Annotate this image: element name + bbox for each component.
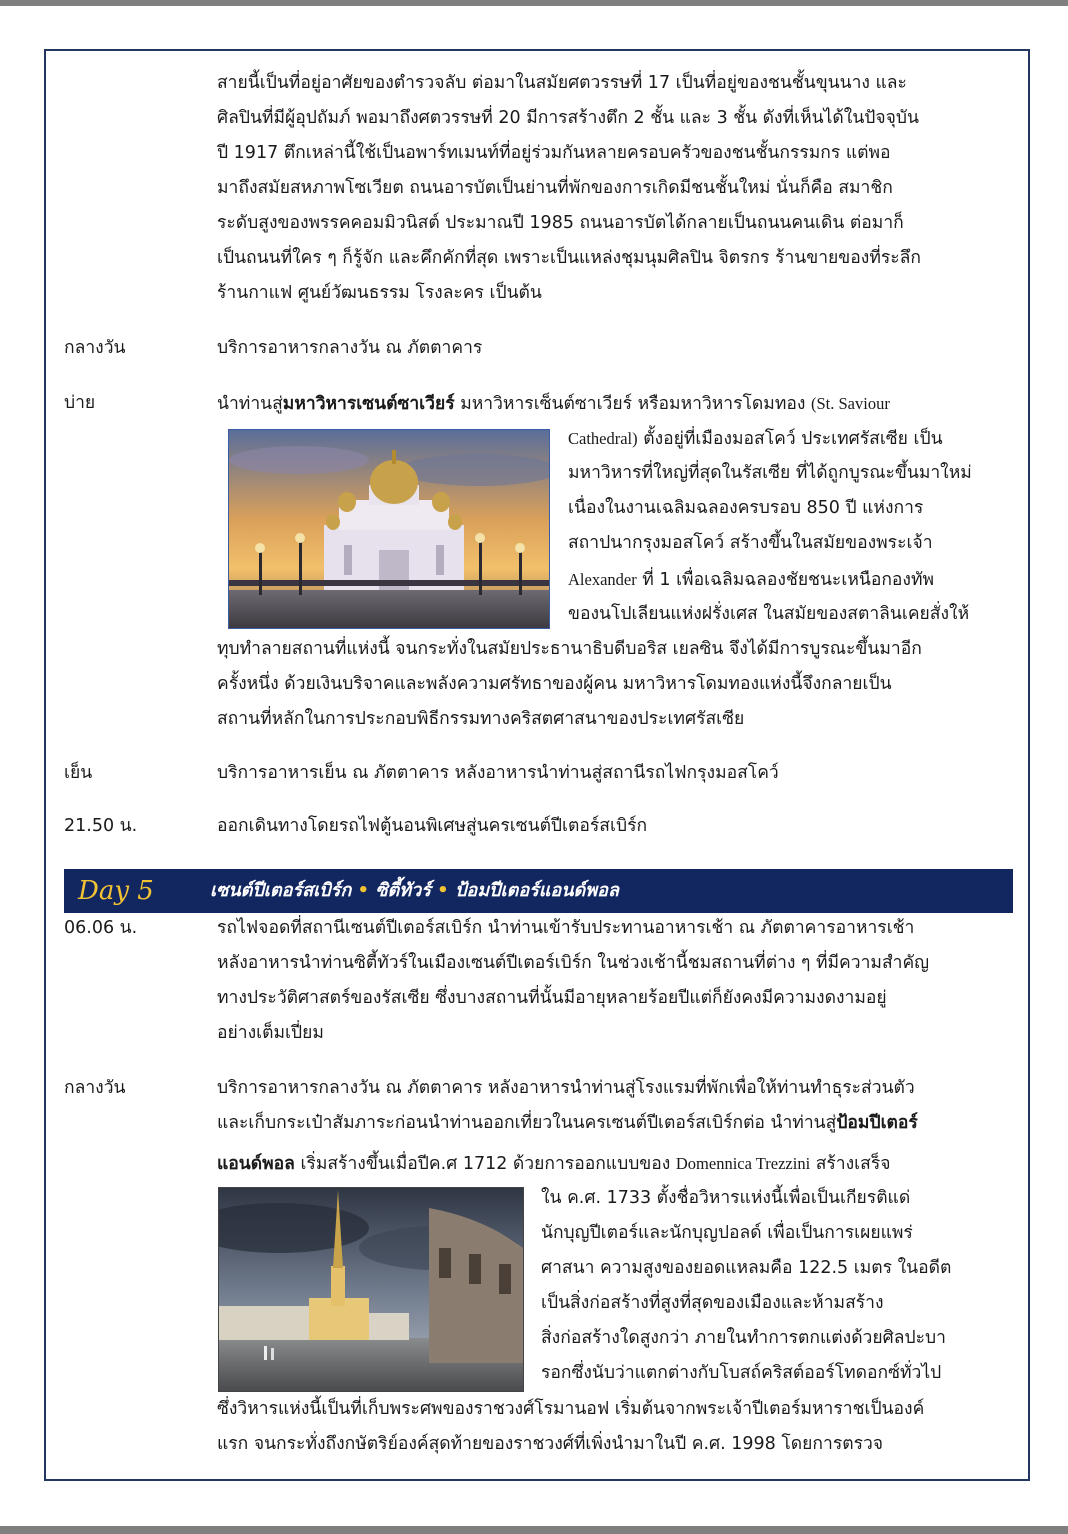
text-line: ทางประวัติศาสตร์ของรัสเซีย ซึ่งบางสถานที่นั้นมีอายุหลายร้อยปีแต่ก็ยังคงมีความงดงามอยู่ [217, 988, 887, 1008]
text-line: สายนี้เป็นที่อยู่อาศัยของตำรวจลับ ต่อมาในสมัยศตวรรษที่ 17 เป็นที่อยู่ของชนชั้นขุนนาง และ [217, 73, 907, 93]
day-title-part: ซิตี้ทัวร์ [375, 880, 431, 901]
text-line: นักบุญปีเตอร์และนักบุญปอลด์ เพื่อเป็นการเผยแพร่ [541, 1223, 913, 1243]
text-line: สถานที่หลักในการประกอบพิธีกรรมทางคริสตศาสนาของประเทศรัสเซีย [217, 709, 745, 729]
text-line: ของนโปเลียนแห่งฝรั่งเศส ในสมัยของสตาลินเคยสั่งให้ [568, 604, 970, 624]
text-line: ทุบทำลายสถานที่แห่งนี้ จนกระทั่งในสมัยประธานาธิบดีบอริส เยลซิน จึงได้มีการบูรณะขึ้นมาอีก [217, 639, 922, 659]
text-line: ซึ่งวิหารแห่งนี้เป็นที่เก็บพระศพของราชวงศ์โรมานอฟ เริ่มต้นจากพระเจ้าปีเตอร์มหาราชเป็นองค์ [217, 1399, 925, 1419]
afternoon-wrap-line-5 [568, 562, 934, 598]
peter-and-paul-fortress-photo [218, 1187, 524, 1392]
day-header-band [64, 869, 1013, 913]
text-span: สร้างเสร็จ [810, 1154, 891, 1174]
text-span-en: Alexander [568, 570, 637, 589]
text-line: บริการอาหารกลางวัน ณ ภัตตาคาร หลังอาหารนำท่านสู่โรงแรมที่พักเพื่อให้ท่านทำธุระส่วนตัว [217, 1078, 915, 1098]
depart-text: ออกเดินทางโดยรถไฟตู้นอนพิเศษสู่นครเซนต์ปีเตอร์สเบิร์ก [217, 816, 648, 836]
text-span-en: Cathedral) [568, 429, 638, 448]
day-title-part: เซนต์ปีเตอร์สเบิร์ก [210, 880, 352, 901]
lunch2-line-2 [217, 1106, 918, 1141]
day-label: Day 5 [78, 876, 154, 906]
text-line: รถไฟจอดที่สถานีเซนต์ปีเตอร์สเบิร์ก นำท่านเข้ารับประทานอาหารเช้า ณ ภัตตาคารอาหารเช้า [217, 918, 915, 938]
text-span: ที่ 1 เพื่อเฉลิมฉลองชัยชนะเหนือกองทัพ [636, 570, 935, 590]
top-edge-bar [0, 0, 1068, 6]
dinner-time-label: เย็น [64, 763, 93, 783]
text-line: แรก จนกระทั่งถึงกษัตริย์องค์สุดท้ายของราชวงศ์ที่เพิ่งนำมาในปี ค.ศ. 1998 โดยการตรวจ [217, 1434, 884, 1454]
text-span: และเก็บกระเป๋าสัมภาระก่อนนำท่านออกเที่ยวในนครเซนต์ปีเตอร์สเบิร์กต่อ นำท่านสู่ [217, 1113, 837, 1133]
text-line: ครั้งหนึ่ง ด้วยเงินบริจาคและพลังความศรัทธาของผู้คน มหาวิหารโดมทองแห่งนี้จึงกลายเป็น [217, 674, 892, 694]
text-line: ศาสนา ความสูงของยอดแหลมคือ 122.5 เมตร ในอดีต [541, 1258, 952, 1278]
text-span: ตั้งอยู่ที่เมืองมอสโคว์ ประเทศรัสเซีย เป็น [637, 429, 943, 449]
dinner-text: บริการอาหารเย็น ณ ภัตตาคาร หลังอาหารนำท่านสู่สถานีรถไฟกรุงมอสโคว์ [217, 763, 779, 783]
afternoon-wrap-line-1 [568, 421, 943, 457]
text-line: ร้านกาแฟ ศูนย์วัฒนธรรม โรงละคร เป็นต้น [217, 283, 542, 303]
separator-dot: • [357, 880, 370, 901]
text-line: สถาปนากรุงมอสโคว์ สร้างขึ้นในสมัยของพระเจ้า [568, 533, 933, 553]
text-span-en: Domennica Trezzini [675, 1154, 811, 1173]
text-line: ระดับสูงของพรรคคอมมิวนิสต์ ประมาณปี 1985 ถนนอารบัตได้กลายเป็นถนนคนเดิน ต่อมาก็ [217, 213, 904, 233]
text-line: มาถึงสมัยสหภาพโซเวียต ถนนอารบัตเป็นย่านที่พักของการเกิดมีชนชั้นใหม่ นั่นก็คือ สมาชิก [217, 178, 893, 198]
text-line: ปี 1917 ตึกเหล่านี้ใช้เป็นอพาร์ทเมนท์ที่อยู่ร่วมกันหลายครอบครัวของชนชั้นกรรมกร แต่พอ [217, 143, 891, 163]
text-span: เริ่มสร้างขึ้นเมื่อปีค.ศ 1712 ด้วยการออกแบบของ [294, 1154, 676, 1174]
text-line: อย่างเต็มเปี่ยม [217, 1023, 324, 1043]
afternoon-time-label: บ่าย [64, 393, 96, 413]
text-span: มหาวิหารเซ็นต์ซาเวียร์ หรือมหาวิหารโดมทอง [454, 394, 811, 414]
text-line: รอกซึ่งนับว่าแตกต่างกับโบสถ์คริสต์ออร์โทดอกซ์ทั่วไป [541, 1363, 942, 1383]
lunch-time-label: กลางวัน [64, 338, 126, 358]
text-line: หลังอาหารนำท่านซิตี้ทัวร์ในเมืองเซนต์ปีเตอร์เบิร์ก ในช่วงเช้านี้ชมสถานที่ต่าง ๆ ที่มีความสำคัญ [217, 953, 930, 973]
text-line: ใน ค.ศ. 1733 ตั้งชื่อวิหารแห่งนี้เพื่อเป็นเกียรติแด่ [541, 1188, 911, 1208]
lunch2-line-3 [217, 1146, 891, 1182]
text-line: เป็นถนนที่ใคร ๆ ก็รู้จัก และคึกคักที่สุด เพราะเป็นแหล่งชุมนุมศิลปิน จิตรกร ร้านขายของที่ระลึก [217, 248, 921, 268]
text-line: มหาวิหารที่ใหญ่ที่สุดในรัสเซีย ที่ได้ถูกบูรณะขึ้นมาใหม่ [568, 463, 972, 483]
lunch2-time-label: กลางวัน [64, 1078, 126, 1098]
text-line: ศิลปินที่มีผู้อุปถัมภ์ พอมาถึงศตวรรษที่ 20 มีการสร้างตึก 2 ชั้น และ 3 ชั้น ดังที่เห็นได้ในปัจจุบัน [217, 108, 919, 128]
lunch-text: บริการอาหารกลางวัน ณ ภัตตาคาร [217, 338, 483, 358]
text-span-en: (St. Saviour [811, 394, 890, 413]
separator-dot: • [437, 880, 449, 901]
cathedral-name: มหาวิหารเซนต์ซาเวียร์ [282, 394, 455, 414]
text-line: สิ่งก่อสร้างใดสูงกว่า ภายในทำการตกแต่งด้วยศิลปะบา [541, 1328, 946, 1348]
text-line: เนื่องในงานเฉลิมฉลองครบรอบ 850 ปี แห่งการ [568, 498, 924, 518]
afternoon-line-1 [217, 386, 890, 422]
bottom-edge-bar [0, 1526, 1068, 1534]
fortress-name: ป้อมปีเตอร์ [836, 1113, 918, 1133]
text-line: เป็นสิ่งก่อสร้างที่สูงที่สุดของเมืองและห้ามสร้าง [541, 1293, 884, 1313]
text-span: นำท่านสู่ [217, 394, 283, 414]
fortress-name: แอนด์พอล [217, 1154, 295, 1174]
day-title-part: ป้อมปีเตอร์แอนด์พอล [454, 880, 619, 901]
morning-time-label: 06.06 น. [64, 918, 138, 938]
st-saviour-cathedral-photo [228, 429, 550, 629]
depart-time-label: 21.50 น. [64, 816, 138, 836]
day-title [210, 873, 619, 909]
